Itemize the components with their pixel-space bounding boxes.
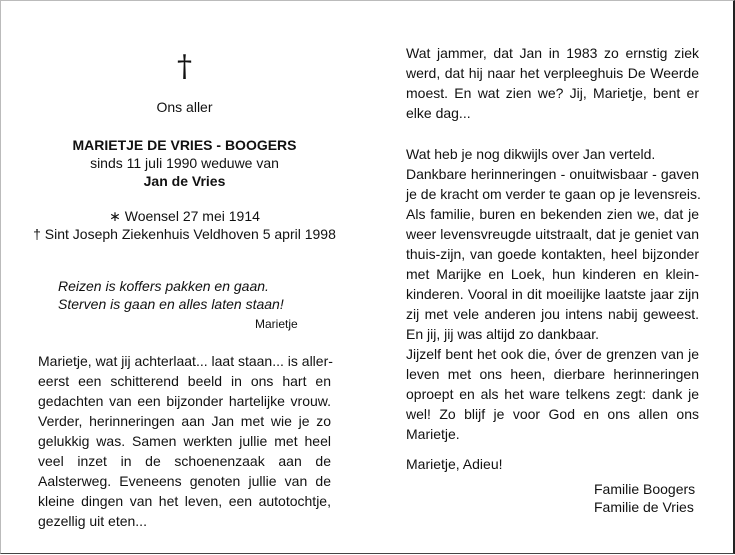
paragraph-line: met Marijke en Loek, hun kinderen en klein- (406, 266, 699, 282)
right-paragraph-3 (406, 344, 699, 444)
paragraph-line: je de kracht om verder te gaan op je levensreis. (406, 186, 701, 202)
paragraph-line: Wat jammer, dat Jan in 1983 zo ernstig ziek (406, 45, 699, 61)
paragraph-line: Als familie, buren en bekenden zien we, dat je (406, 206, 699, 222)
left-paragraph (38, 351, 331, 531)
signature-line: Familie de Vries (594, 499, 694, 515)
paragraph-line: Marietje, wat jij achterlaat... laat staan... is aller- (38, 353, 333, 369)
right-panel (368, 1, 735, 555)
paragraph-line: kleine dingen van het leven, een autotochtje, (38, 493, 331, 509)
paragraph-line: gedachten van een bijzonder hartelijke vrouw. (38, 393, 331, 409)
paragraph-line: eerst een schitterend beeld in ons hart en (38, 373, 331, 389)
intro-text: Ons aller (156, 99, 213, 115)
paragraph-line: thuis-zijn, van goede kontakten, heel bijzonder (406, 246, 699, 262)
right-paragraph-1 (406, 43, 699, 123)
signature-line: Familie Boogers (594, 481, 696, 497)
paragraph-line: wel! Zo blijf je voor God en ons allen ons (406, 406, 699, 422)
cross-icon: † (177, 49, 192, 84)
paragraph-line: zij met vele anderen jou intens nabij geweest. (406, 306, 699, 322)
paragraph-line: kinderen. Vooral in dit moeilijke laatste jaar zijn (406, 286, 699, 302)
paragraph-line: Wat heb je nog dikwijls over Jan verteld. (406, 146, 656, 162)
paragraph-line: oproept en als het ware telkens zegt: dank je (406, 386, 699, 402)
paragraph-line: gelukkig was. Samen werkten jullie met heel (38, 433, 331, 449)
widow-line: sinds 11 juli 1990 weduwe van (90, 155, 279, 171)
paragraph-line: veel inzet in de schoenenzaak aan de (38, 453, 331, 469)
paragraph-line: werd, dat hij naar het verpleeghuis De Weerde (406, 65, 699, 81)
paragraph-line: Aalsterweg. Eveneens genoten jullie van de (38, 473, 331, 489)
paragraph-line: moest. En wat zien we? Jij, Marietje, bent er (406, 85, 699, 101)
poem-line-1: Reizen is koffers pakken en gaan. (58, 278, 269, 294)
deceased-name: MARIETJE DE VRIES - BOOGERS (72, 137, 297, 153)
paragraph-line: leven met ons heen, dierbare herinneringen (406, 366, 699, 382)
paragraph-line: Marietje. (406, 426, 460, 442)
paragraph-line: En jij, jij was altijd zo dankbaar. (406, 326, 599, 342)
death-line: † Sint Joseph Ziekenhuis Veldhoven 5 april 1998 (33, 226, 336, 242)
paragraph-line: weer levensvreugde uitstraalt, dat je geniet van (406, 226, 699, 242)
farewell-text: Marietje, Adieu! (406, 456, 503, 472)
poem-line-2: Sterven is gaan en alles laten staan! (58, 296, 284, 312)
left-panel (1, 1, 368, 555)
paragraph-line: elke dag... (406, 105, 471, 121)
paragraph-line: Verder, herinneringen aan Jan met wie je zo (38, 413, 331, 429)
paragraph-line: Jijzelf bent het ook die, óver de grenzen van je (406, 346, 699, 362)
paragraph-line: Dankbare herinneringen - onuitwisbaar - gaven (406, 166, 699, 182)
poem-author: Marietje (255, 317, 298, 331)
husband-name: Jan de Vries (143, 173, 226, 189)
right-paragraph-2 (406, 144, 699, 344)
paragraph-line: gezellig uit eten... (38, 513, 147, 529)
birth-line: ∗ Woensel 27 mei 1914 (109, 208, 260, 224)
